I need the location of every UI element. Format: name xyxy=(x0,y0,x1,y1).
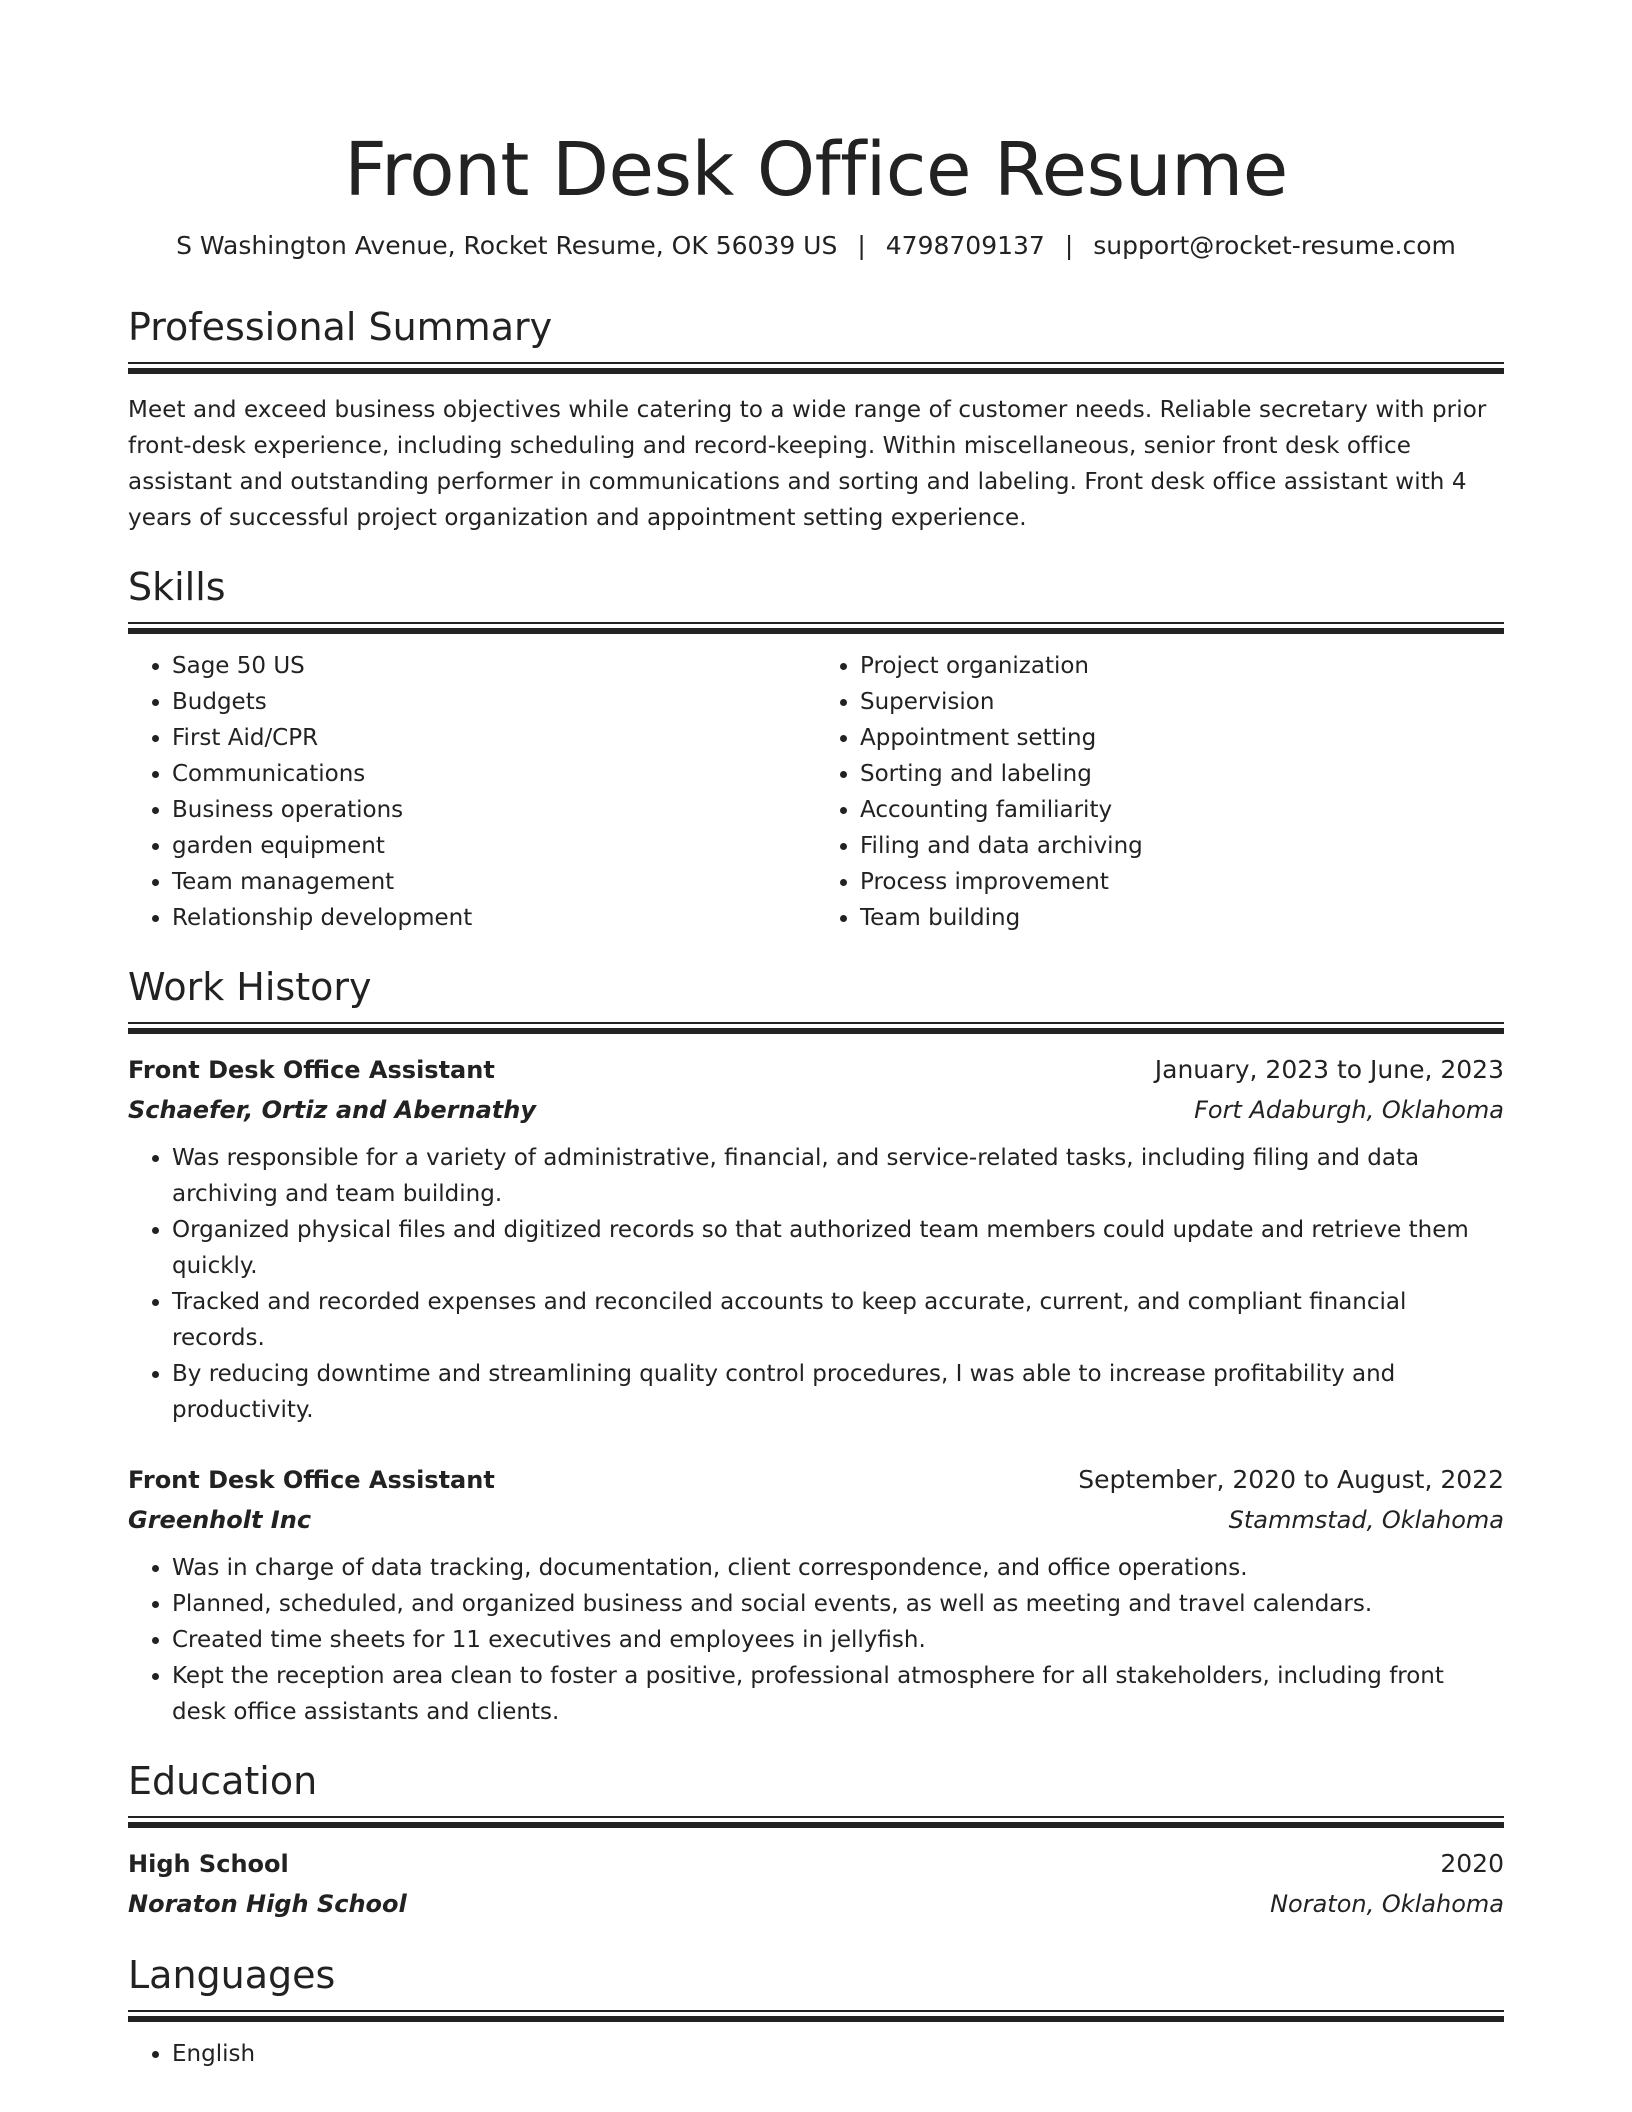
skill-item: • Business operations xyxy=(172,792,816,828)
contact-separator: | xyxy=(1064,231,1074,260)
skill-item: • Process improvement xyxy=(860,864,1504,900)
job-header-row xyxy=(128,1050,1504,1090)
skill-item: • First Aid/CPR xyxy=(172,720,816,756)
section-divider xyxy=(128,622,1504,634)
skills-columns xyxy=(128,648,1504,936)
section-divider xyxy=(128,1022,1504,1034)
job-company: Schaefer, Ortiz and Abernathy xyxy=(128,1096,536,1124)
education-header-row xyxy=(128,1844,1504,1884)
summary-text: Meet and exceed business objectives while catering to a wide range of customer needs. Reliable secretary with prior front-desk experience, including scheduling and record-keeping. Within miscellaneous, senior front desk office assistant and outstanding performer in communications and sorting and labeling. Front desk office assistant with 4 years of successful project organization and appointment setting experience. xyxy=(128,397,1487,531)
section-divider xyxy=(128,362,1504,374)
job-title: Front Desk Office Assistant xyxy=(128,1466,495,1494)
skill-item: • Appointment setting xyxy=(860,720,1504,756)
job-title: Front Desk Office Assistant xyxy=(128,1056,495,1084)
section-divider xyxy=(128,1816,1504,1828)
skill-item: • Project organization xyxy=(860,648,1504,684)
language-item: • English xyxy=(172,2036,1504,2072)
job-bullet: • Was responsible for a variety of administrative, financial, and service-related tasks, including filing and data archiving and team building. xyxy=(172,1140,1504,1212)
section-heading-summary: Professional Summary xyxy=(128,305,553,349)
job-bullet: • By reducing downtime and streamlining quality control procedures, I was able to increase profitability and productivity. xyxy=(172,1356,1504,1428)
job-bullet: • Planned, scheduled, and organized business and social events, as well as meeting and travel calendars. xyxy=(172,1586,1504,1622)
job-dates: January, 2023 to June, 2023 xyxy=(1154,1055,1504,1084)
skill-item: • Team management xyxy=(172,864,816,900)
job-bullet: • Created time sheets for 11 executives and employees in jellyfish. xyxy=(172,1622,1504,1658)
section-divider xyxy=(128,2010,1504,2022)
section-heading-skills: Skills xyxy=(128,565,226,609)
job-location: Fort Adaburgh, Oklahoma xyxy=(1194,1096,1504,1124)
skill-item: • Communications xyxy=(172,756,816,792)
resume-page xyxy=(128,0,1504,2072)
languages-list xyxy=(128,2036,1504,2072)
skill-item: • Team building xyxy=(860,900,1504,936)
skill-item: • Accounting familiarity xyxy=(860,792,1504,828)
contact-line xyxy=(128,228,1504,264)
job-bullet: • Was in charge of data tracking, documentation, client correspondence, and office operations. xyxy=(172,1550,1504,1586)
job-entry xyxy=(128,1460,1504,1730)
job-dates: September, 2020 to August, 2022 xyxy=(1078,1465,1504,1494)
languages-section xyxy=(128,1952,1504,2072)
education-entry xyxy=(128,1844,1504,1924)
job-bullet: • Tracked and recorded expenses and reconciled accounts to keep accurate, current, and compliant financial records. xyxy=(172,1284,1504,1356)
summary-section xyxy=(128,304,1504,536)
job-bullets xyxy=(128,1140,1504,1428)
skills-list-right xyxy=(816,648,1504,936)
skill-item: • Relationship development xyxy=(172,900,816,936)
education-school: Noraton High School xyxy=(128,1890,407,1918)
skills-list-left xyxy=(128,648,816,936)
work-history-section xyxy=(128,964,1504,1730)
skill-item: • Supervision xyxy=(860,684,1504,720)
skill-item: • Sorting and labeling xyxy=(860,756,1504,792)
job-company-row xyxy=(128,1500,1504,1540)
job-entry xyxy=(128,1050,1504,1428)
job-bullet: • Kept the reception area clean to foster a positive, professional atmosphere for all stakeholders, including front desk office assistants and clients. xyxy=(172,1658,1504,1730)
job-company-row xyxy=(128,1090,1504,1130)
section-heading-languages: Languages xyxy=(128,1953,336,1997)
skill-item: • garden equipment xyxy=(172,828,816,864)
address: S Washington Avenue, Rocket Resume, OK 56039 US xyxy=(176,231,838,260)
skills-section xyxy=(128,564,1504,936)
email-link[interactable]: support@rocket-resume.com xyxy=(1093,231,1456,260)
job-header-row xyxy=(128,1460,1504,1500)
section-heading-education: Education xyxy=(128,1759,318,1803)
education-year: 2020 xyxy=(1440,1849,1504,1878)
phone: 4798709137 xyxy=(885,231,1045,260)
skill-item: • Budgets xyxy=(172,684,816,720)
education-section xyxy=(128,1758,1504,1924)
section-heading-work: Work History xyxy=(128,965,372,1009)
job-company: Greenholt Inc xyxy=(128,1506,312,1534)
education-degree: High School xyxy=(128,1850,289,1878)
skill-item: • Filing and data archiving xyxy=(860,828,1504,864)
resume-title: Front Desk Office Resume xyxy=(344,127,1288,213)
education-location: Noraton, Oklahoma xyxy=(1270,1890,1504,1918)
skill-item: • Sage 50 US xyxy=(172,648,816,684)
job-bullets xyxy=(128,1550,1504,1730)
education-school-row xyxy=(128,1884,1504,1924)
contact-separator: | xyxy=(857,231,866,260)
job-bullet: • Organized physical files and digitized records so that authorized team members could update and retrieve them quickly. xyxy=(172,1212,1504,1284)
job-location: Stammstad, Oklahoma xyxy=(1228,1506,1504,1534)
